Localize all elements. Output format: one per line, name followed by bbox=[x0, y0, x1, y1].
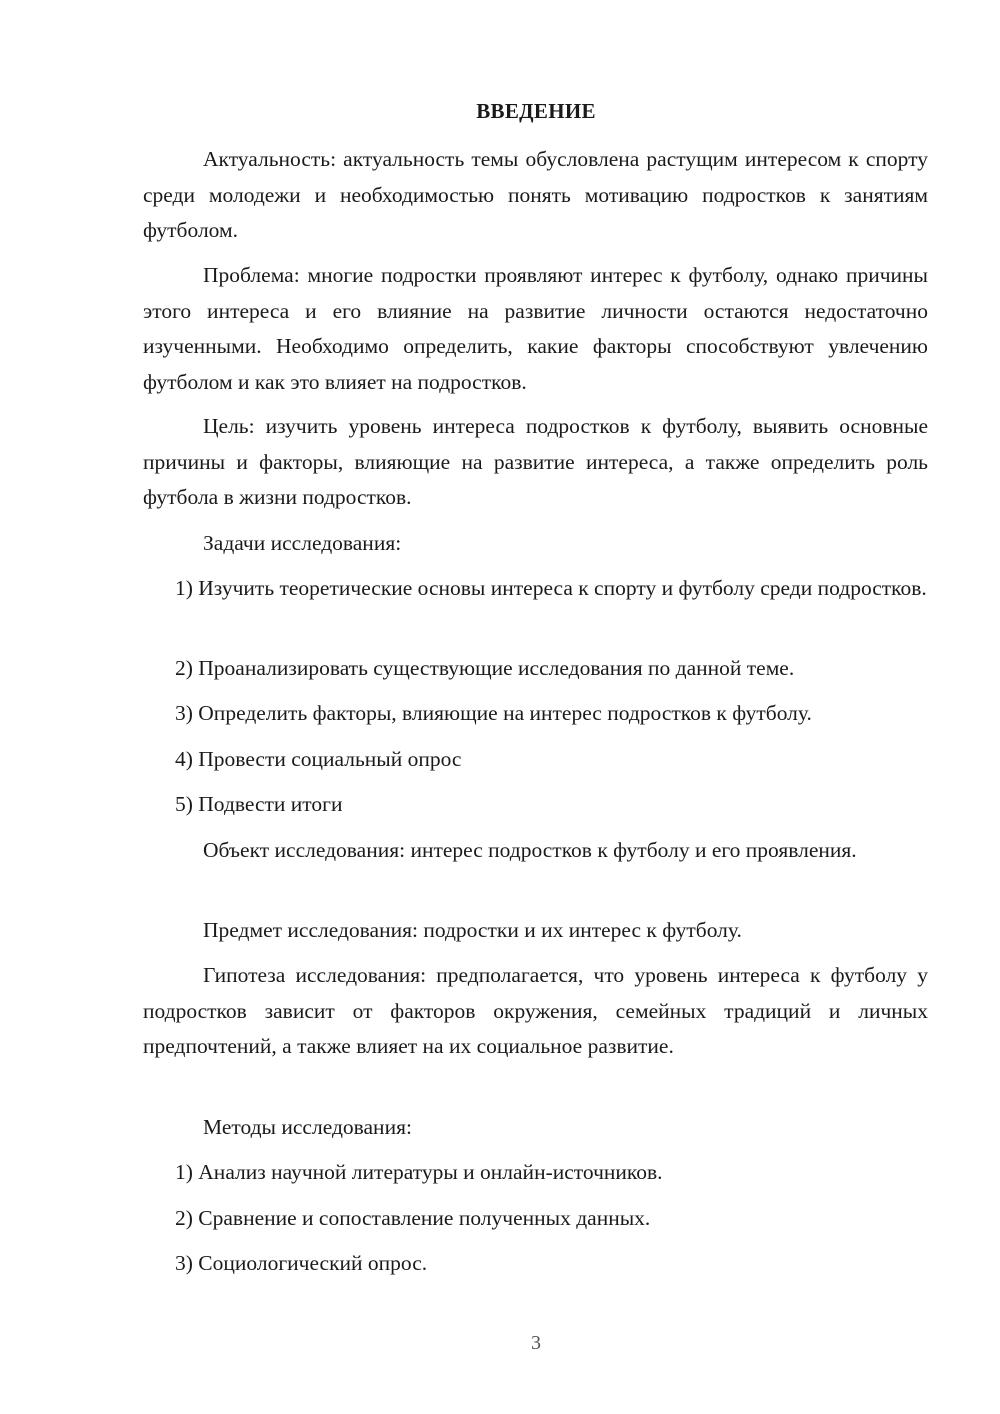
paragraph-subject: Предмет исследования: подростки и их интерес к футболу. bbox=[203, 918, 742, 942]
paragraph-problem: Проблема: многие подростки проявляют интерес к футболу, однако причины этого интереса и его влияние на развитие личности остаются недостаточно изученными. Необходимо определить, какие факторы способствуют увлечению футболом и как это влияет на подростков. bbox=[143, 263, 928, 394]
tasks-title: Задачи исследования: bbox=[203, 531, 402, 555]
paragraph-object: Объект исследования: интерес подростков к футболу и его проявления. bbox=[203, 838, 857, 862]
method-item-2: 2) Сравнение и сопоставление полученных данных. bbox=[175, 1206, 651, 1230]
method-item-1: 1) Анализ научной литературы и онлайн-источников. bbox=[175, 1160, 663, 1184]
task-item-1: 1) Изучить теоретические основы интереса к спорту и футболу среди подростков. bbox=[175, 576, 927, 600]
paragraph-relevance: Актуальность: актуальность темы обусловлена растущим интересом к спорту среди молодежи и необходимостью понять мотивацию подростков к занятиям футболом. bbox=[143, 147, 928, 242]
page-number: 3 bbox=[531, 1332, 541, 1354]
task-item-2: 2) Проанализировать существующие исследования по данной теме. bbox=[175, 656, 795, 680]
task-item-5: 5) Подвести итоги bbox=[175, 792, 343, 816]
methods-title: Методы исследования: bbox=[203, 1115, 412, 1139]
paragraph-goal: Цель: изучить уровень интереса подростков к футболу, выявить основные причины и факторы, влияющие на развитие интереса, а также определить роль футбола в жизни подростков. bbox=[143, 414, 928, 509]
task-item-3: 3) Определить факторы, влияющие на интерес подростков к футболу. bbox=[175, 701, 812, 725]
section-heading: ВВЕДЕНИЕ bbox=[476, 99, 596, 123]
paragraph-hypothesis: Гипотеза исследования: предполагается, что уровень интереса к футболу у подростков зависит от факторов окружения, семейных традиций и личных предпочтений, а также влияет на их социальное развитие. bbox=[143, 963, 928, 1058]
task-item-4: 4) Провести социальный опрос bbox=[175, 747, 462, 771]
method-item-3: 3) Социологический опрос. bbox=[175, 1251, 428, 1275]
